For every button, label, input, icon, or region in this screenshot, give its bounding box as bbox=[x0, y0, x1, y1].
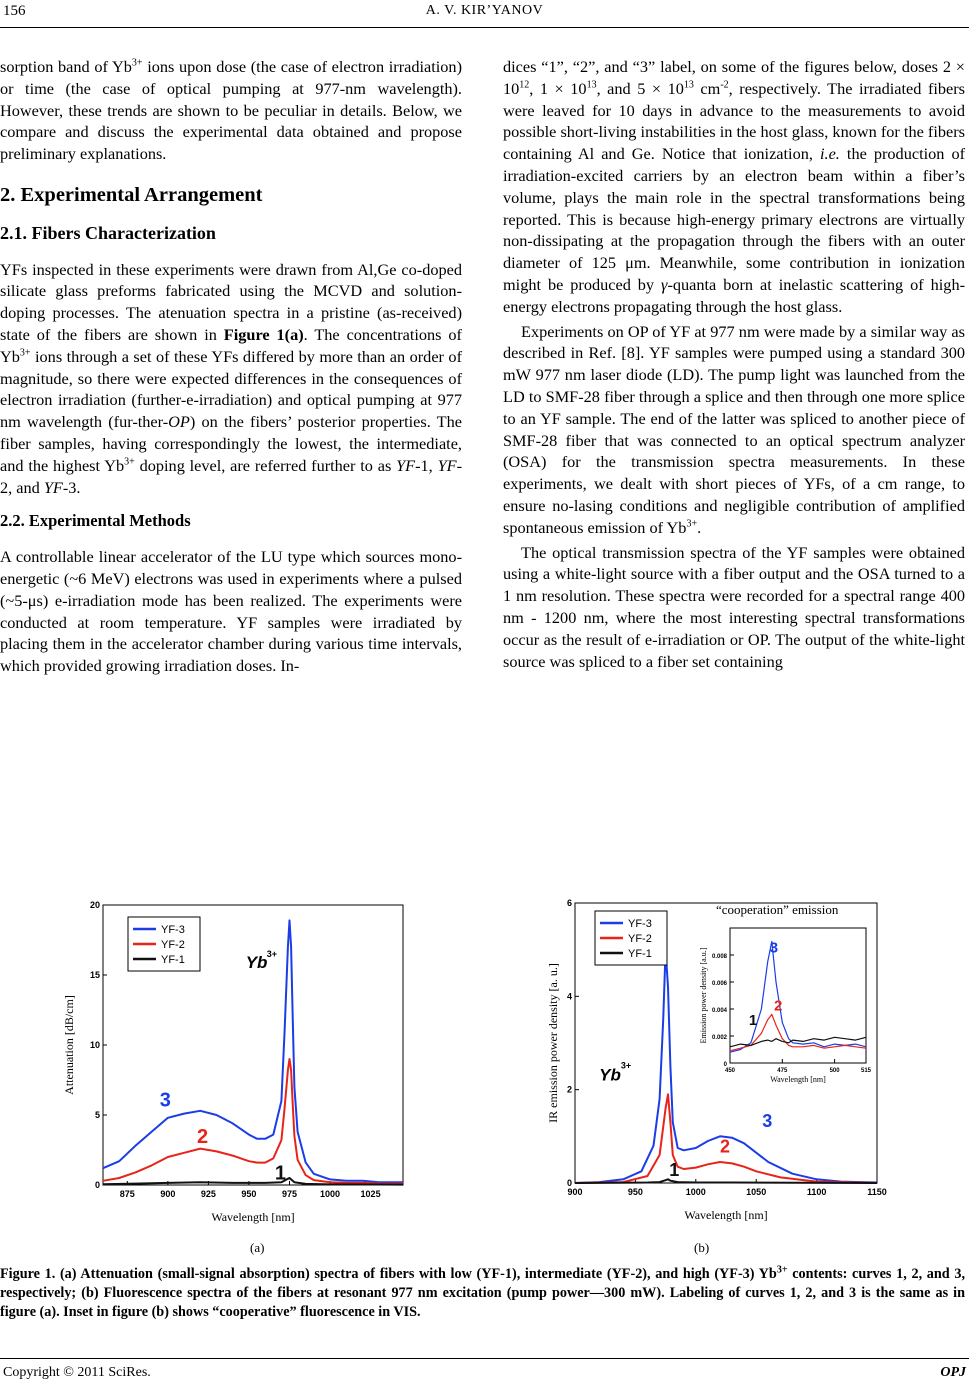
header-rule bbox=[0, 27, 969, 28]
y-axis-label: Attenuation [dB/cm] bbox=[62, 995, 76, 1095]
curve-label-3: 3 bbox=[762, 1111, 773, 1131]
x-tick-label: 475 bbox=[777, 1068, 788, 1074]
section-heading: 2. Experimental Arrangement bbox=[0, 183, 263, 206]
y-tick-label: 5 bbox=[94, 1110, 100, 1120]
x-tick-label: 875 bbox=[119, 1189, 135, 1199]
x-tick-label: 1000 bbox=[685, 1187, 706, 1197]
x-tick-label: 1050 bbox=[746, 1187, 767, 1197]
legend-entry: YF-1 bbox=[628, 948, 652, 960]
figure-caption: Figure 1. (a) Attenuation (small-signal absorption) spectra of fibers with low (YF-1), intermediate (YF-2), and high (YF-3) $Yb^{3+}$ contents: curves 1, 2, and 3, respectively; (b) Fluorescence spectra of the fibers at resonant 977 nm excitation (pump power—300 mW). Labeling of curves 1, 2, and 3 is the same as in figure (a). Inset in figure (b) shows “cooperative” fluorescence in VIS. bbox=[0, 1264, 966, 1320]
curve-label-2: 2 bbox=[719, 1136, 730, 1157]
x-tick-label: 900 bbox=[160, 1189, 176, 1199]
y-tick-label: 0.006 bbox=[711, 981, 727, 987]
curve-label-1: 1 bbox=[669, 1160, 680, 1180]
y-tick-label: 15 bbox=[89, 970, 100, 980]
inset-curve-label-3: 3 bbox=[769, 939, 779, 957]
x-tick-label: 1150 bbox=[867, 1187, 887, 1197]
copyright-notice: Copyright © 2011 SciRes. bbox=[3, 1365, 151, 1380]
y-tick-label: 0.004 bbox=[711, 1008, 727, 1014]
figure-1a-chart bbox=[58, 895, 408, 1235]
y-axis-label: Emission power density [a.u.] bbox=[699, 947, 708, 1044]
x-tick-label: 900 bbox=[567, 1187, 583, 1197]
x-axis-label: Wavelength [nm] bbox=[684, 1208, 768, 1222]
y-tick-label: 2 bbox=[566, 1084, 572, 1095]
subsection-heading: 2.1. Fibers Characterization bbox=[0, 222, 216, 243]
journal-abbrev: OPJ bbox=[940, 1365, 966, 1380]
legend-entry: YF-2 bbox=[161, 939, 185, 951]
curve-label-3: 3 bbox=[159, 1089, 171, 1112]
legend-entry: YF-3 bbox=[161, 924, 185, 936]
paragraph: A controllable linear accelerator of the LU type which sources mono-energetic (~6 MeV) electrons was used in experiments where a pulsed (~5-μs) e-irradiation mode has been realized. The experiments were conducted at room temperature. YF samples were irradiated by placing them in the accelerator chamber during various time intervals, which provided growing irradiation doses. In- bbox=[0, 547, 462, 676]
running-title: A. V. KIR’YANOV bbox=[425, 3, 544, 18]
page-number: 156 bbox=[3, 3, 26, 19]
paragraph: Experiments on OP of YF at 977 nm were made by a similar way as described in Ref. [8]. YF samples were pumped using a standard 300 mW 977 nm laser diode (LD). The pump light was launched from the LD to SMF-28 fiber through a splice and then through one more splice to an YF sample. The end of the latter was spliced to another piece of SMF-28 fiber that was connected to an optical spectrum analyzer (OSA) for the transmission spectra measurements. In these experiments, we dealt with short pieces of YFs, of a cm range, to ensure no-lasing conditions and negligible contribution of amplified spontaneous emission of $Yb^{3+}$. bbox=[503, 321, 965, 537]
y-tick-label: 20 bbox=[89, 900, 100, 910]
curve-label-2: 2 bbox=[197, 1126, 209, 1148]
paragraph: dices “1”, “2”, and “3” label, on some of the figures below, doses $2 \times 10^{12}$, $1 \times 10^{13}$, and $5 \times 10^{13}$ $cm^{-2}$, respectively. The irradiated fibers were leaved for 10 days in advance to the measurements to avoid possible short-living instabilities in the host glass, known for the fibers containing Al and Ge. Notice that ionization, i.e. the production of irradiation-excited carriers by an electron beam within a fiber’s volume, plays the main role in the spectral transformations being reported. This is because high-energy primary electrons are virtually non-dissipating at the propagation through the fibers with an outer diameter of 125 μm. Meanwhile, some contribution in ionization might be produced by γ-quanta born at inelastic scattering of high-energy electrons propagating through the host glass. bbox=[503, 57, 966, 316]
y-tick-label: 6 bbox=[566, 898, 572, 908]
x-tick-label: 1000 bbox=[320, 1189, 341, 1199]
x-axis-label: Wavelength [nm] bbox=[211, 1210, 295, 1224]
x-tick-label: 515 bbox=[860, 1068, 872, 1074]
chart-annotation-sup: 3+ bbox=[620, 1060, 632, 1071]
x-axis-label: Wavelength [nm] bbox=[770, 1075, 826, 1084]
figure-label-a: (a) bbox=[250, 1240, 265, 1255]
y-tick-label: 0 bbox=[94, 1180, 100, 1190]
subsection-heading: 2.2. Experimental Methods bbox=[0, 511, 191, 531]
left-column bbox=[0, 56, 462, 680]
x-tick-label: 1100 bbox=[806, 1187, 827, 1197]
curve-label-1: 1 bbox=[274, 1162, 287, 1185]
paragraph: sorption band of $Yb^{3+}$ ions upon dose (the case of electron irradiation) or time (the case of optical pumping at 977-nm wavelength). However, these trends are shown to be peculiar in details. Below, we compare and discuss the experimental data obtained and propose preliminary explanations. bbox=[0, 57, 462, 164]
x-tick-label: 1025 bbox=[360, 1189, 381, 1199]
x-tick-label: 500 bbox=[829, 1068, 840, 1074]
y-tick-label: 10 bbox=[89, 1040, 100, 1050]
footer-rule bbox=[0, 1358, 969, 1359]
x-tick-label: 925 bbox=[200, 1189, 216, 1199]
right-column bbox=[503, 56, 965, 675]
y-tick-label: 0 bbox=[723, 1062, 727, 1068]
y-axis-label: IR emission power density [a. u.] bbox=[546, 963, 560, 1123]
chart-annotation: Yb bbox=[245, 953, 268, 972]
inset-curve-label-1: 1 bbox=[748, 1012, 758, 1030]
y-tick-label: 4 bbox=[566, 991, 572, 1002]
legend-entry: YF-2 bbox=[628, 933, 652, 945]
y-tick-label: 0.002 bbox=[711, 1035, 727, 1041]
chart-annotation: Yb bbox=[599, 1065, 621, 1085]
figure-label-b: (b) bbox=[694, 1240, 710, 1255]
x-tick-label: 950 bbox=[241, 1189, 257, 1199]
y-tick-label: 0 bbox=[566, 1178, 572, 1188]
legend-entry: YF-1 bbox=[161, 954, 185, 966]
x-tick-label: 975 bbox=[281, 1189, 298, 1199]
paragraph: YFs inspected in these experiments were drawn from Al,Ge co-doped silicate glass preforms fabricated using the MCVD and solution-doping processes. The atenuation spectra in a pristine (as-received) state of the fibers are shown in Figure 1(a). The concentrations of $Yb^{3+}$ ions through a set of these YFs differed by more than an order of magnitude, so there were expected differences in the consequences of electron irradiation (further-e-irradiation) and optical pumping at 977 nm wavelength (fur-ther-OP) on the fibers’ posterior properties. The fiber samples, having correspondingly the lowest, the intermediate, and the highest $Yb^{3+}$ doping level, are referred further to as YF-1, YF-2, and YF-3. bbox=[0, 259, 463, 497]
y-tick-label: 0.008 bbox=[711, 954, 727, 960]
x-tick-label: 950 bbox=[627, 1187, 643, 1197]
inset-curve-label-2: 2 bbox=[773, 997, 783, 1015]
chart-annotation-sup: 3+ bbox=[266, 948, 278, 959]
legend-entry: YF-3 bbox=[628, 918, 652, 930]
figure-1b-chart bbox=[545, 893, 887, 1235]
inset-title: “cooperation” emission bbox=[716, 902, 839, 917]
x-tick-label: 450 bbox=[724, 1068, 736, 1074]
paragraph: The optical transmission spectra of the YF samples were obtained using a white-light source with a fiber output and the OSA turned to a 1 nm resolution. These spectra were recorded for a spectral range 400 nm - 1200 nm, where the most interesting spectral transformations occur as the result of e-irradiation or OP. The output of the white-light source was spliced to a fiber set containing bbox=[503, 542, 965, 671]
